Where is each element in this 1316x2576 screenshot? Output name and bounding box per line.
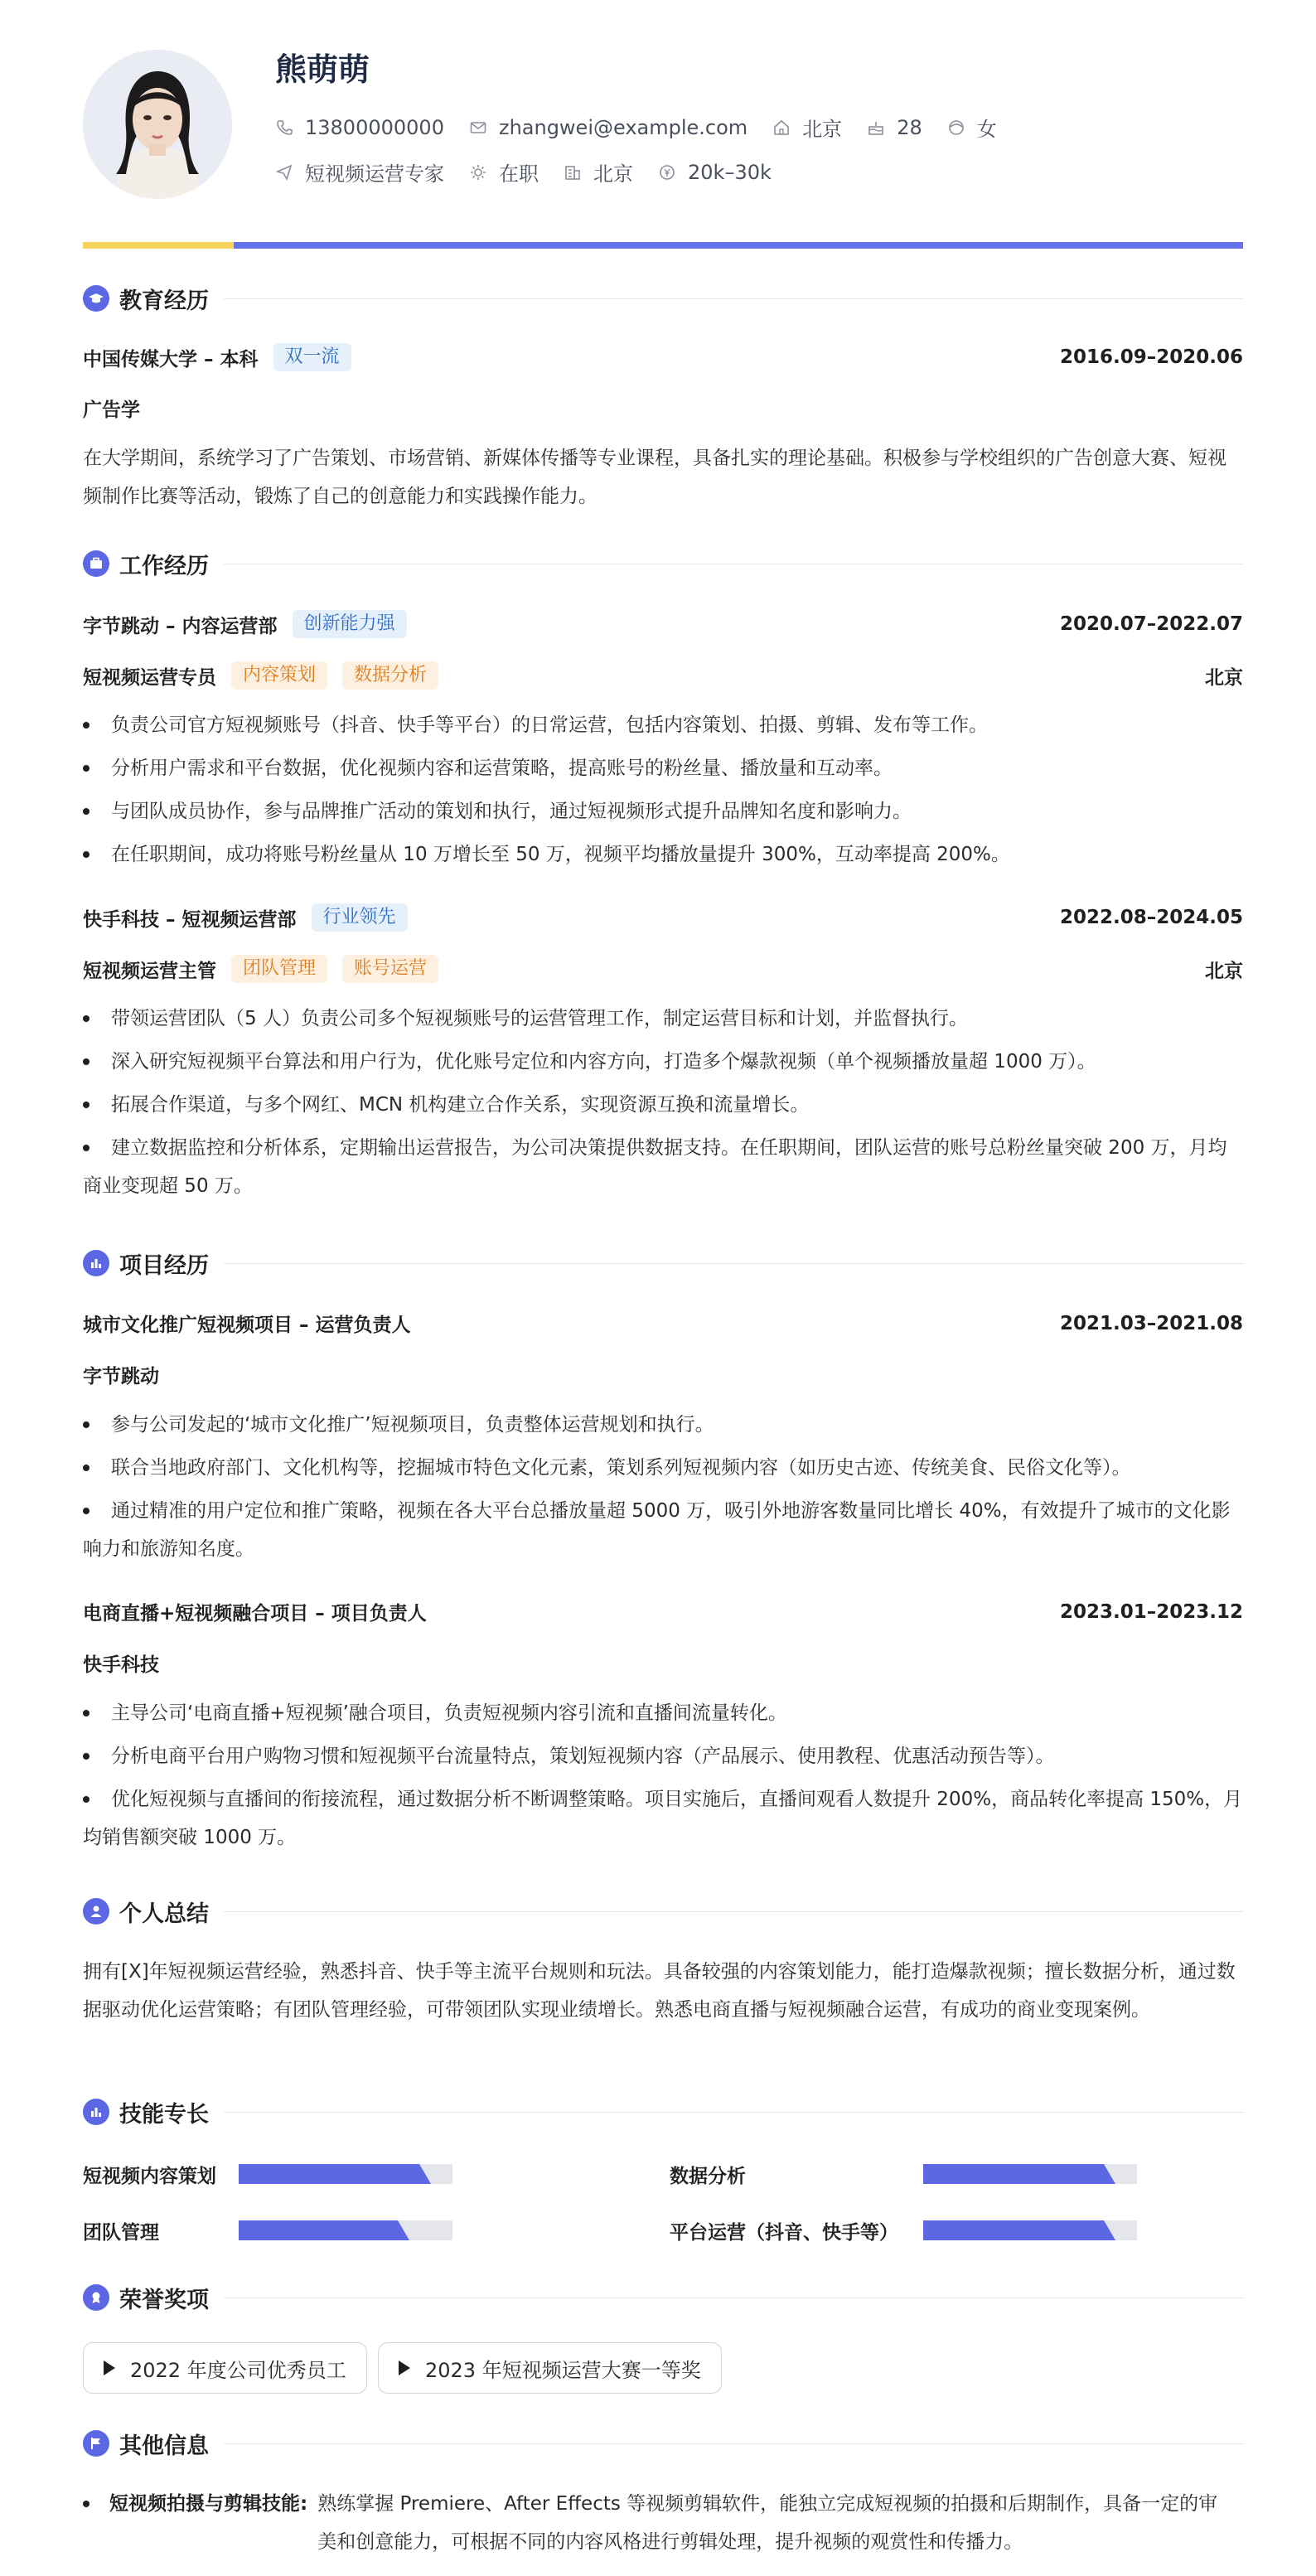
building-icon	[564, 163, 582, 182]
skill-bar	[923, 2220, 1137, 2240]
skill-bar	[239, 2220, 452, 2240]
bar-chart-icon	[83, 1250, 109, 1276]
resume-header	[83, 46, 1243, 204]
project-org: 字节跳动	[83, 1366, 159, 1387]
other-item	[83, 2485, 1243, 2561]
gear-icon	[469, 163, 487, 182]
work-city: 北京	[1205, 960, 1243, 982]
user-icon	[83, 1898, 109, 1925]
target-city-text: 北京	[593, 162, 633, 186]
person-icon	[947, 119, 965, 137]
project-title-row	[83, 1310, 1243, 1337]
skill-bar	[923, 2164, 1137, 2184]
skill-bar-fill	[239, 2164, 419, 2184]
section-divider	[224, 298, 1243, 299]
education-header	[83, 343, 1243, 371]
list-item: 拓展合作渠道，与多个网红、MCN 机构建立合作关系，实现资源互换和流量增长。	[83, 1086, 1243, 1124]
work-period: 2022.08–2024.05	[1059, 907, 1243, 928]
phone-icon	[275, 119, 293, 137]
skill-name: 平台运营（抖音、快手等）	[670, 2221, 898, 2244]
location-text: 北京	[802, 118, 843, 141]
mail-icon	[469, 119, 487, 137]
work-bullets	[83, 1000, 1243, 1210]
play-icon	[104, 2361, 115, 2375]
section-title: 技能专长	[119, 2101, 209, 2128]
skill-item	[670, 2162, 1243, 2186]
section-education	[83, 282, 1243, 315]
list-item: 深入研究短视频平台算法和用户行为，优化账号定位和内容方向，打造多个爆款视频（单个视频播放量超 1000 万）。	[83, 1043, 1243, 1081]
candidate-name: 熊萌萌	[275, 51, 370, 88]
honor-item	[83, 2342, 367, 2394]
location-item	[772, 113, 842, 142]
section-skills	[83, 2095, 1243, 2128]
job-intent-row	[275, 157, 796, 186]
work-bullets	[83, 706, 1243, 879]
list-item: 优化短视频与直播间的衔接流程，通过数据分析不断调整策略。项目实施后，直播间观看人数提升 200%，商品转化率提高 150%，月均销售额突破 1000 万。	[83, 1780, 1243, 1857]
project-bullets	[83, 1694, 1243, 1862]
project-title-row	[83, 1598, 1243, 1625]
yen-icon	[658, 163, 676, 182]
gender-text: 女	[976, 118, 997, 141]
project-bullets	[83, 1406, 1243, 1573]
section-title: 个人总结	[119, 1901, 209, 1927]
skill-bar-fill	[923, 2220, 1104, 2240]
send-icon	[275, 163, 293, 182]
school-tag: 双一流	[273, 343, 351, 371]
education-description: 在大学期间，系统学习了广告策划、市场营销、新媒体传播等专业课程，具备扎实的理论基础。积极参与学校组织的广告创意大赛、短视频制作比赛等活动，锻炼了自己的创意能力和实践操作能力。	[83, 448, 1226, 507]
company-name: 快手科技 – 短视频运营部	[83, 908, 297, 931]
education-major-row	[83, 395, 1243, 422]
section-honors	[83, 2281, 1243, 2314]
role-title: 短视频运营专员	[83, 666, 216, 689]
skill-bar-fill	[923, 2164, 1104, 2184]
briefcase-icon	[83, 550, 109, 577]
cake-icon	[867, 119, 885, 137]
salary-text: 20k–30k	[688, 160, 772, 184]
project-title: 电商直播+短视频融合项目 – 项目负责人	[83, 1603, 427, 1625]
role-tag: 账号运营	[342, 955, 438, 983]
role-tag: 数据分析	[342, 661, 438, 690]
project-period: 2021.03–2021.08	[1059, 1312, 1243, 1334]
list-item: 带领运营团队（5 人）负责公司多个短视频账号的运营管理工作，制定运营目标和计划，并监督执行。	[83, 1000, 1243, 1038]
work-role-row	[83, 661, 1243, 690]
other-label: 短视频拍摄与剪辑技能:	[109, 2493, 308, 2515]
skill-name: 短视频内容策划	[83, 2165, 216, 2187]
company-name: 字节跳动 – 内容运营部	[83, 615, 278, 637]
project-period: 2023.01–2023.12	[1059, 1600, 1243, 1623]
section-summary	[83, 1895, 1243, 1928]
skill-name: 团队管理	[83, 2221, 159, 2244]
section-title: 工作经历	[119, 553, 209, 579]
school-name: 中国传媒大学 – 本科	[83, 348, 259, 370]
skill-item	[83, 2162, 663, 2186]
work-period: 2020.07–2022.07	[1059, 613, 1243, 635]
list-item: 联合当地政府部门、文化机构等，挖掘城市特色文化元素，策划系列短视频内容（如历史古迹、传统美食、民俗文化等）。	[83, 1449, 1243, 1487]
company-tag: 创新能力强	[293, 610, 407, 638]
status-item	[469, 157, 539, 186]
section-divider	[224, 2443, 1243, 2444]
target-city-item	[564, 157, 633, 186]
header-divider-bar	[83, 242, 1243, 249]
skill-item	[83, 2218, 663, 2243]
header-divider-highlight	[83, 242, 234, 249]
section-other	[83, 2427, 1243, 2460]
role-title: 短视频运营主管	[83, 960, 216, 982]
section-projects	[83, 1247, 1243, 1280]
list-item: 参与公司发起的‘城市文化推广’短视频项目，负责整体运营规划和执行。	[83, 1406, 1243, 1444]
project-org-row	[83, 1649, 1243, 1677]
section-title: 其他信息	[119, 2433, 209, 2459]
honor-text: 2022 年度公司优秀员工	[130, 2358, 346, 2382]
bar-chart-icon	[83, 2099, 109, 2125]
list-item: 负责公司官方短视频账号（抖音、快手等平台）的日常运营，包括内容策划、拍摄、剪辑、发布等工作。	[83, 706, 1243, 744]
list-item: 建立数据监控和分析体系，定期输出运营报告，为公司决策提供数据支持。在任职期间，团队运营的账号总粉丝量突破 200 万，月均商业变现超 50 万。	[83, 1129, 1243, 1205]
list-item: 分析电商平台用户购物习惯和短视频平台流量特点，策划短视频内容（产品展示、使用教程、优惠活动预告等）。	[83, 1737, 1243, 1775]
age-text: 28	[897, 115, 922, 139]
email-item	[469, 116, 748, 139]
skill-bar-fill	[239, 2220, 398, 2240]
section-divider	[224, 2112, 1243, 2113]
summary-text: 拥有[X]年短视频运营经验，熟悉抖音、快手等主流平台规则和玩法。具备较强的内容策划能力，能打造爆款视频；擅长数据分析，通过数据驱动优化运营策略；有团队管理经验，可带领团队实现业绩增长。熟悉电商直播与短视频融合运营，有成功的商业变现案例。	[83, 1961, 1236, 2021]
list-item: 与团队成员协作，参与品牌推广活动的策划和执行，通过短视频形式提升品牌知名度和影响力。	[83, 792, 1243, 830]
work-company-row	[83, 610, 1243, 638]
work-city: 北京	[1205, 666, 1243, 689]
avatar	[83, 50, 232, 199]
bullet-dot	[83, 2501, 90, 2507]
skill-name: 数据分析	[670, 2165, 746, 2187]
work-company-row	[83, 903, 1243, 932]
honor-text: 2023 年短视频运营大赛一等奖	[425, 2358, 701, 2382]
age-item	[867, 116, 922, 139]
project-org: 快手科技	[83, 1654, 159, 1676]
other-text: 熟练掌握 Premiere、After Effects 等视频剪辑软件，能独立完成短视频的拍摄和后期制作，具备一定的审美和创意能力，可根据不同的内容风格进行剪辑处理，提升视频的观赏性和传播力。	[317, 2493, 1218, 2553]
skill-bar	[239, 2164, 452, 2184]
role-tag: 团队管理	[231, 955, 327, 983]
role-tag: 内容策划	[231, 661, 327, 690]
flag-icon	[83, 2430, 109, 2457]
contact-row	[275, 113, 1022, 142]
status-text: 在职	[499, 162, 539, 186]
section-title: 项目经历	[119, 1252, 209, 1279]
list-item: 主导公司‘电商直播+短视频’融合项目，负责短视频内容引流和直播间流量转化。	[83, 1694, 1243, 1732]
phone-item	[275, 116, 444, 139]
salary-item	[658, 161, 772, 184]
skill-item	[670, 2218, 1243, 2243]
phone-text[interactable]: 13800000000	[305, 115, 444, 139]
section-work	[83, 547, 1243, 580]
award-icon	[83, 2284, 109, 2311]
project-title: 城市文化推广短视频项目 – 运营负责人	[83, 1315, 411, 1336]
section-divider	[224, 1911, 1243, 1912]
target-position-item	[275, 157, 444, 186]
section-title: 荣誉奖项	[119, 2287, 209, 2313]
work-role-row	[83, 955, 1243, 983]
project-org-row	[83, 1361, 1243, 1388]
education-period: 2016.09–2020.06	[1059, 346, 1243, 368]
honor-item	[378, 2342, 722, 2394]
section-title: 教育经历	[119, 288, 209, 314]
target-position-text: 短视频运营专家	[305, 162, 444, 186]
major: 广告学	[83, 399, 140, 421]
home-icon	[772, 119, 791, 137]
graduation-cap-icon	[83, 285, 109, 312]
email-text[interactable]: zhangwei@example.com	[498, 115, 748, 139]
list-item: 通过精准的用户定位和推广策略，视频在各大平台总播放量超 5000 万，吸引外地游客数量同比增长 40%，有效提升了城市的文化影响力和旅游知名度。	[83, 1492, 1243, 1568]
list-item: 在任职期间，成功将账号粉丝量从 10 万增长至 50 万，视频平均播放量提升 300%，互动率提高 200%。	[83, 835, 1243, 874]
company-tag: 行业领先	[312, 903, 408, 932]
list-item: 分析用户需求和平台数据，优化视频内容和运营策略，提高账号的粉丝量、播放量和互动率。	[83, 749, 1243, 787]
gender-item	[947, 113, 997, 142]
section-divider	[224, 1263, 1243, 1264]
play-icon	[399, 2361, 410, 2375]
